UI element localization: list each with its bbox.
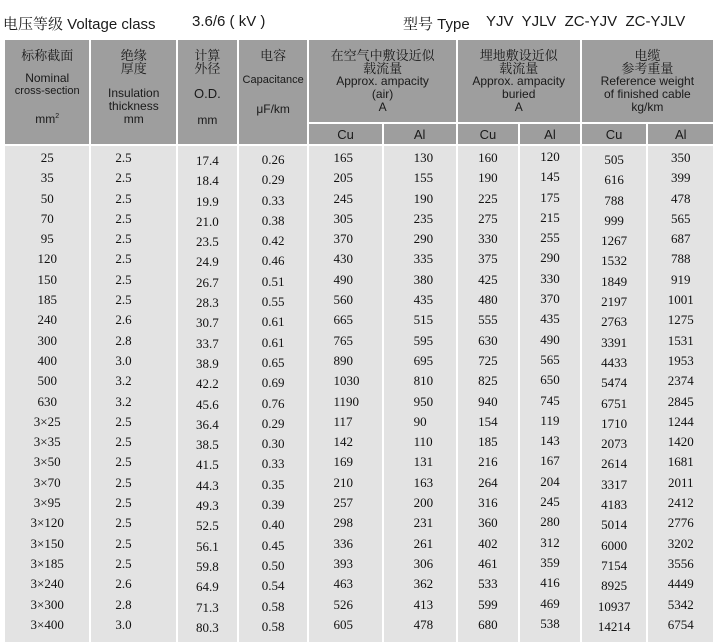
table-cell: 216	[478, 454, 498, 470]
table-cell: 533	[478, 576, 498, 592]
table-cell: 430	[333, 251, 353, 267]
column-weight-cu	[582, 146, 647, 637]
table-cell: 0.35	[261, 476, 285, 492]
table-cell: 560	[333, 292, 353, 308]
table-cell: 950	[413, 393, 434, 409]
table-cell: 38.5	[196, 437, 219, 453]
table-cell: 290	[540, 250, 560, 266]
table-cell: 478	[670, 190, 691, 206]
table-cell: 2.5	[115, 413, 132, 429]
header-ampacity-buried: 埋地敷设近似 载流量 Approx. ampacity buried A	[458, 40, 580, 122]
table-cell: 2.6	[115, 312, 132, 328]
table-cell: 765	[333, 332, 353, 348]
table-cell: 41.5	[196, 457, 219, 473]
table-cell: 380	[413, 271, 434, 287]
table-cell: 44.3	[196, 477, 219, 493]
table-cell: 1244	[667, 413, 694, 429]
table-cell: 30.7	[196, 315, 219, 331]
title-bar	[0, 0, 715, 40]
table-cell: 3×95	[33, 495, 61, 511]
table-cell: 0.76	[261, 395, 285, 411]
table-cell: 0.40	[261, 517, 285, 533]
table-cell: 6000	[601, 537, 628, 553]
table-cell: 2.6	[115, 576, 132, 592]
table-cell: 5014	[601, 517, 628, 533]
table-cell: 245	[333, 190, 353, 206]
table-cell: 2011	[667, 474, 694, 490]
table-cell: 2.5	[115, 555, 132, 571]
model-type-label: 型号 Type	[403, 16, 470, 33]
table-cell: 210	[333, 474, 353, 490]
table-cell: 1532	[601, 253, 628, 269]
table-cell: 119	[540, 412, 560, 428]
header-nominal-section: 标称截面 Nominal cross-section $mm^2$	[5, 40, 89, 144]
table-cell: 1267	[601, 233, 628, 249]
table-cell: 163	[413, 474, 434, 490]
table-cell: 1420	[667, 434, 694, 450]
table-cell: 490	[333, 271, 353, 287]
header-weight-cu: Cu	[582, 124, 647, 144]
table-cell: 810	[413, 373, 434, 389]
table-cell: 49.3	[196, 498, 219, 514]
header-insulation-thickness: 绝缘 厚度 Insulation thickness mm	[91, 40, 176, 144]
column-air-cu	[309, 146, 381, 635]
table-cell: 275	[478, 210, 498, 226]
table-cell: 36.4	[196, 416, 219, 432]
table-cell: 4449	[667, 576, 694, 592]
table-cell: 2763	[601, 314, 628, 330]
table-cell: 300	[37, 332, 57, 348]
column-insulation-thickness	[91, 146, 176, 635]
table-cell: 257	[333, 495, 353, 511]
column-air-al	[384, 146, 456, 635]
header-buried-al: Al	[520, 124, 580, 144]
table-cell: 131	[413, 454, 434, 470]
table-cell: 225	[478, 190, 498, 206]
table-cell: 3391	[601, 334, 628, 350]
table-cell: 42.2	[196, 376, 219, 392]
table-cell: 165	[333, 150, 353, 165]
table-cell: 480	[478, 292, 498, 308]
table-cell: 142	[333, 434, 353, 450]
table-cell: 0.58	[261, 618, 285, 634]
table-cell: 52.5	[196, 518, 219, 534]
table-cell: 80.3	[196, 619, 219, 635]
table-cell: 143	[540, 433, 560, 449]
cable-spec-table	[3, 38, 715, 644]
table-cell: 330	[540, 270, 560, 286]
table-cell: 2.5	[115, 271, 132, 287]
table-cell: 687	[670, 231, 691, 247]
table-cell: 290	[413, 231, 434, 247]
column-buried-cu	[458, 146, 519, 635]
table-cell: 190	[413, 190, 434, 206]
table-cell: 999	[604, 212, 624, 228]
column-capacitance	[239, 146, 308, 637]
table-cell: 0.33	[261, 192, 285, 208]
table-cell: 175	[540, 189, 560, 205]
table-cell: 599	[478, 596, 498, 612]
table-cell: 117	[333, 413, 353, 429]
table-cell: 70	[40, 210, 54, 226]
table-cell: 595	[413, 332, 434, 348]
table-cell: 2.5	[115, 170, 132, 186]
table-cell: 3317	[601, 476, 628, 492]
table-cell: 2.5	[115, 434, 132, 450]
table-cell: 5342	[667, 596, 694, 612]
table-cell: 120	[37, 251, 57, 267]
table-cell: 375	[478, 251, 498, 267]
table-cell: 255	[540, 230, 560, 246]
table-cell: 630	[37, 393, 57, 409]
table-cell: 788	[670, 251, 691, 267]
table-cell: 1710	[601, 415, 628, 431]
table-cell: 6754	[667, 616, 694, 632]
table-cell: 565	[540, 351, 560, 367]
table-cell: 2.5	[115, 210, 132, 226]
table-cell: 56.1	[196, 538, 219, 554]
table-cell: 169	[333, 454, 353, 470]
table-cell: 695	[413, 352, 434, 368]
table-cell: 3556	[667, 555, 694, 571]
table-cell: 665	[333, 312, 353, 328]
table-cell: 463	[333, 576, 353, 592]
table-cell: 150	[37, 271, 57, 287]
table-cell: 0.42	[261, 233, 285, 249]
table-cell: 14214	[597, 618, 631, 634]
table-cell: 2412	[667, 495, 694, 511]
table-cell: 0.46	[261, 253, 285, 269]
table-cell: 24.9	[196, 254, 219, 270]
table-cell: 2374	[667, 373, 694, 389]
table-cell: 0.61	[261, 334, 285, 350]
table-cell: 4433	[601, 354, 628, 370]
table-cell: 59.8	[196, 558, 219, 574]
table-cell: 2.5	[115, 454, 132, 470]
table-cell: 0.45	[261, 537, 285, 553]
table-cell: 393	[333, 555, 353, 571]
table-cell: 605	[333, 616, 353, 632]
table-cell: 95	[40, 231, 54, 247]
table-cell: 1001	[667, 292, 694, 308]
table-cell: 2.5	[115, 190, 132, 206]
table-cell: 3×35	[33, 434, 61, 450]
table-cell: 17.4	[196, 153, 219, 168]
table-cell: 28.3	[196, 295, 219, 311]
table-cell: 1953	[667, 352, 694, 368]
table-cell: 335	[413, 251, 434, 267]
table-cell: 19.9	[196, 193, 219, 209]
table-cell: 0.55	[261, 294, 285, 310]
header-ampacity-air: 在空气中敷设近似 载流量 Approx. ampacity (air) A	[309, 40, 455, 122]
table-cell: 160	[478, 150, 498, 165]
table-cell: 200	[413, 495, 434, 511]
table-cell: 245	[540, 494, 560, 510]
table-cell: 680	[478, 616, 498, 632]
table-cell: 890	[333, 352, 353, 368]
table-cell: 788	[604, 192, 624, 208]
table-cell: 3.0	[115, 616, 132, 632]
table-cell: 26.7	[196, 274, 219, 290]
table-cell: 425	[478, 271, 498, 287]
header-air-cu: Cu	[309, 124, 381, 144]
table-cell: 490	[540, 331, 560, 347]
table-cell: 185	[478, 434, 498, 450]
table-cell: 2614	[601, 456, 628, 472]
table-cell: 2073	[601, 436, 628, 452]
column-outer-diameter	[178, 146, 237, 638]
table-cell: 185	[37, 292, 57, 308]
table-cell: 725	[478, 352, 498, 368]
table-cell: 45.6	[196, 396, 219, 412]
table-cell: 650	[540, 372, 560, 388]
table-cell: 630	[478, 332, 498, 348]
table-cell: 23.5	[196, 234, 219, 250]
table-cell: 0.39	[261, 497, 285, 513]
table-cell: 71.3	[196, 599, 219, 615]
table-cell: 2.5	[115, 231, 132, 247]
table-cell: 505	[604, 152, 624, 167]
column-nominal-section	[5, 146, 89, 635]
table-cell: 435	[413, 292, 434, 308]
table-cell: 416	[540, 575, 560, 591]
table-cell: 2.8	[115, 332, 132, 348]
table-cell: 8925	[601, 578, 628, 594]
table-cell: 1275	[667, 312, 694, 328]
table-cell: 469	[540, 595, 560, 611]
table-cell: 312	[540, 534, 560, 550]
table-cell: 261	[413, 535, 434, 551]
table-cell: 1030	[333, 373, 360, 389]
table-cell: 2.8	[115, 596, 132, 612]
voltage-class-value: 3.6/6 ( kV )	[192, 13, 266, 30]
table-cell: 413	[413, 596, 434, 612]
table-cell: 2.5	[115, 535, 132, 551]
table-cell: 555	[478, 312, 498, 328]
table-cell: 0.69	[261, 375, 285, 391]
table-cell: 0.50	[261, 557, 285, 573]
table-cell: 205	[333, 170, 353, 186]
table-cell: 500	[37, 373, 57, 389]
table-cell: 515	[413, 312, 434, 328]
header-weight-al: Al	[648, 124, 713, 144]
table-cell: 435	[540, 311, 560, 327]
table-cell: 3×185	[30, 555, 64, 571]
table-cell: 3×70	[33, 474, 61, 490]
table-cell: 2.5	[115, 474, 132, 490]
table-cell: 7154	[601, 557, 628, 573]
table-cell: 3202	[667, 535, 694, 551]
table-cell: 1681	[667, 454, 694, 470]
table-cell: 616	[604, 172, 624, 188]
table-cell: 745	[540, 392, 560, 408]
table-cell: 2.5	[115, 495, 132, 511]
header-air-al: Al	[384, 124, 456, 144]
table-cell: 919	[670, 271, 691, 287]
table-cell: 0.61	[261, 314, 285, 330]
table-cell: 21.0	[196, 213, 219, 229]
table-cell: 155	[413, 170, 434, 186]
table-cell: 2.5	[115, 515, 132, 531]
table-cell: 280	[540, 514, 560, 530]
table-cell: 5474	[601, 375, 628, 391]
header-capacitance: 电容 Capacitance μF/km	[239, 40, 308, 144]
model-type-values: YJV YJLV ZC-YJV ZC-YJLV	[486, 13, 686, 30]
table-cell: 316	[478, 495, 498, 511]
table-cell: 402	[478, 535, 498, 551]
voltage-class-label: 电压等级 Voltage class	[3, 16, 156, 33]
table-cell: 0.33	[261, 456, 285, 472]
table-cell: 6751	[601, 395, 628, 411]
table-cell: 940	[478, 393, 498, 409]
table-cell: 130	[413, 150, 434, 165]
table-cell: 526	[333, 596, 353, 612]
table-cell: 399	[670, 170, 691, 186]
table-cell: 2.5	[115, 292, 132, 308]
table-cell: 154	[478, 413, 498, 429]
table-cell: 2.5	[115, 251, 132, 267]
table-cell: 0.26	[261, 152, 285, 167]
table-cell: 0.65	[261, 354, 285, 370]
table-cell: 370	[333, 231, 353, 247]
table-cell: 2776	[667, 515, 694, 531]
table-cell: 204	[540, 473, 560, 489]
table-cell: 2845	[667, 393, 694, 409]
table-cell: 330	[478, 231, 498, 247]
table-cell: 240	[37, 312, 57, 328]
table-cell: 336	[333, 535, 353, 551]
table-cell: 2197	[601, 294, 628, 310]
table-cell: 0.30	[261, 436, 285, 452]
table-cell: 359	[540, 554, 560, 570]
table-cell: 298	[333, 515, 353, 531]
table-cell: 264	[478, 474, 498, 490]
column-buried-al	[520, 146, 580, 634]
table-cell: 110	[413, 434, 433, 450]
table-cell: 362	[413, 576, 434, 592]
table-cell: 3.2	[115, 393, 132, 409]
table-cell: 38.9	[196, 355, 219, 371]
table-cell: 25	[40, 150, 54, 165]
table-cell: 3×300	[30, 596, 64, 612]
table-cell: 145	[540, 169, 560, 185]
table-cell: 3×25	[33, 413, 61, 429]
table-cell: 35	[40, 170, 54, 186]
table-cell: 3×120	[30, 515, 64, 531]
table-cell: 64.9	[196, 579, 219, 595]
table-cell: 120	[540, 149, 560, 164]
table-cell: 3×50	[33, 454, 61, 470]
table-cell: 1531	[667, 332, 694, 348]
table-cell: 18.4	[196, 173, 219, 189]
table-cell: 4183	[601, 497, 628, 513]
table-cell: 3×400	[30, 616, 64, 632]
table-cell: 360	[478, 515, 498, 531]
table-cell: 3×240	[30, 576, 64, 592]
table-cell: 2.5	[115, 150, 132, 165]
table-cell: 461	[478, 555, 498, 571]
table-cell: 370	[540, 291, 560, 307]
table-cell: 90	[413, 413, 427, 429]
table-cell: 167	[540, 453, 560, 469]
table-cell: 825	[478, 373, 498, 389]
table-cell: 0.51	[261, 273, 285, 289]
table-cell: 565	[670, 210, 691, 226]
table-cell: 235	[413, 210, 434, 226]
table-cell: 538	[540, 615, 560, 631]
header-reference-weight: 电缆 参考重量 Reference weight of finished cable kg/km	[582, 40, 713, 122]
table-cell: 1849	[601, 273, 628, 289]
table-cell: 400	[37, 352, 57, 368]
table-cell: 3.2	[115, 373, 132, 389]
table-cell: 215	[540, 209, 560, 225]
table-cell: 305	[333, 210, 353, 226]
column-weight-al	[648, 146, 713, 635]
table-cell: 306	[413, 555, 434, 571]
header-outer-diameter: 计算 外径 O.D. mm	[178, 40, 237, 144]
table-cell: 33.7	[196, 335, 219, 351]
table-cell: 478	[413, 616, 434, 632]
table-cell: 3.0	[115, 352, 132, 368]
table-cell: 0.29	[261, 172, 285, 188]
table-cell: 0.38	[261, 212, 285, 228]
table-cell: 3×150	[30, 535, 64, 551]
table-cell: 190	[478, 170, 498, 186]
table-cell: 0.29	[261, 415, 285, 431]
header-buried-cu: Cu	[458, 124, 519, 144]
table-cell: 0.58	[261, 598, 285, 614]
table-cell: 1190	[333, 393, 359, 409]
table-cell: 10937	[597, 598, 631, 614]
table-cell: 0.54	[261, 578, 285, 594]
table-cell: 350	[670, 150, 691, 165]
table-cell: 50	[40, 190, 54, 206]
table-cell: 231	[413, 515, 434, 531]
